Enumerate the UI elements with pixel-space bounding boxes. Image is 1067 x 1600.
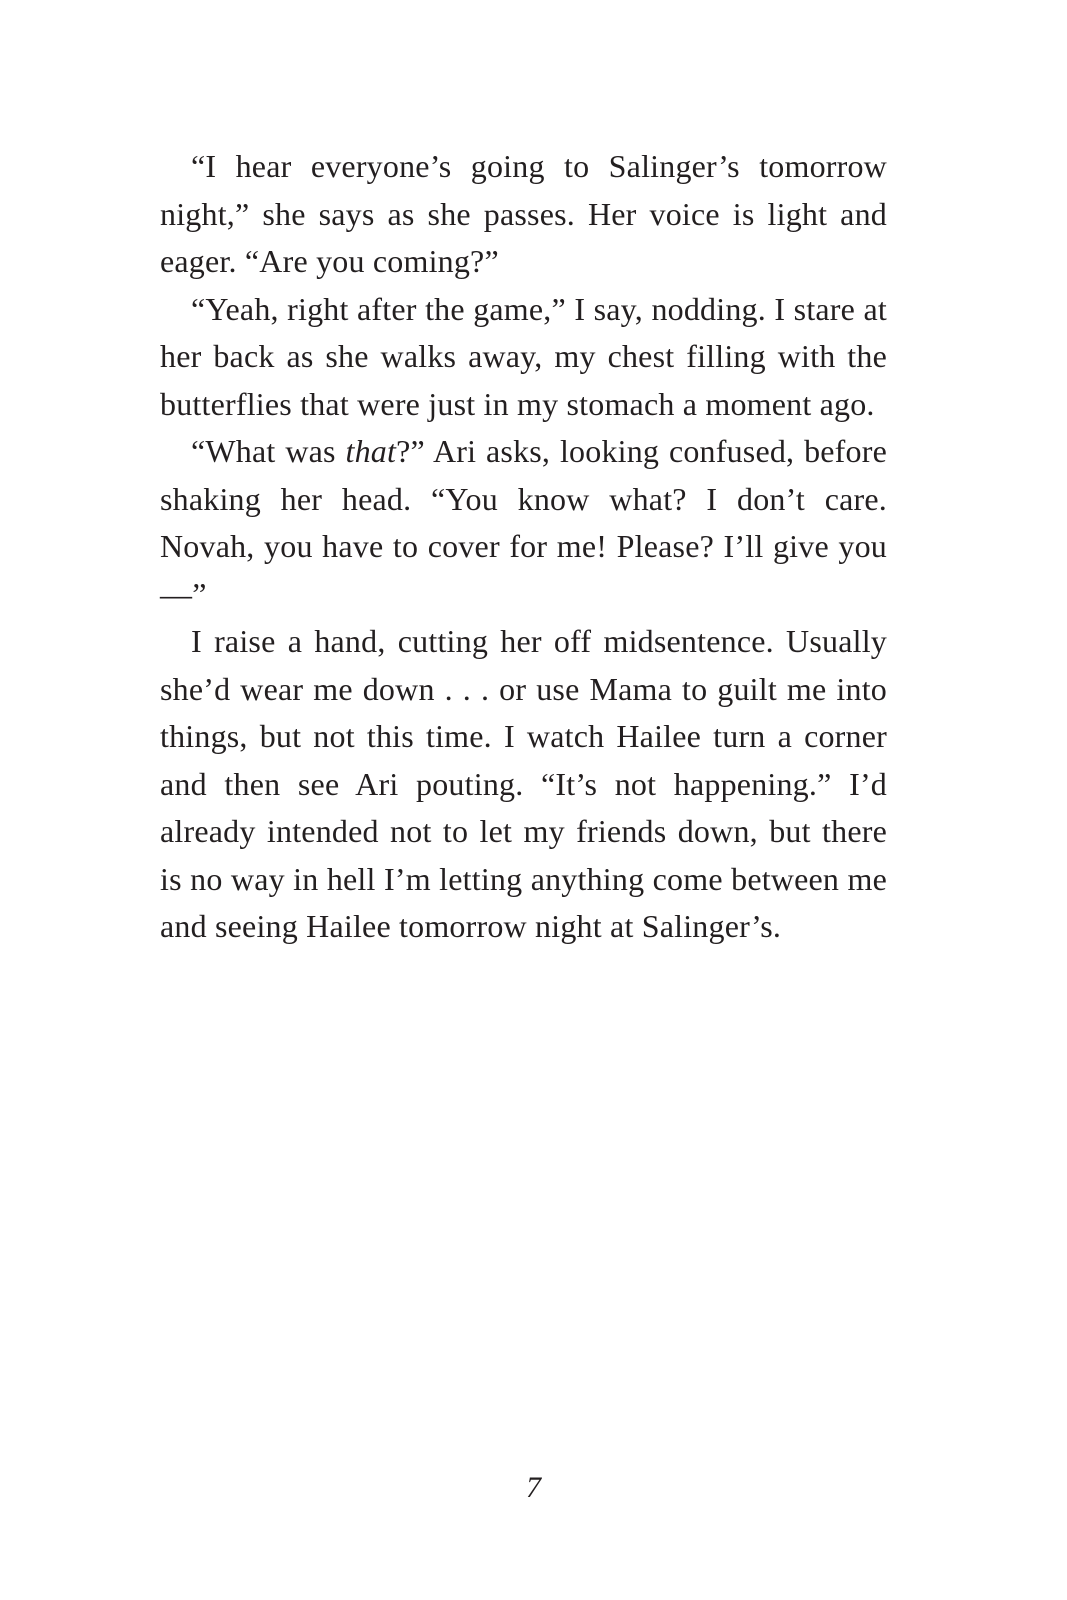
paragraph-1: “I hear everyone’s going to Salinger’s tomorrow night,” she says as she passes. Her voice is light and eager. “Are you coming?” [160, 148, 887, 279]
page-number: 7 [526, 1471, 541, 1504]
paragraph-4: I raise a hand, cutting her off midsentence. Usually she’d wear me down . . . or use Mama to guilt me into things, but not this time. I watch Hailee turn a corner and then see Ari pouting. “It’s not happening.” I’d already intended not to let my friends down, but there is no way in hell I’m letting anything come between me and seeing Hailee tomorrow night at Salinger’s. [160, 623, 887, 944]
body-text [160, 143, 887, 951]
paragraph-3-after: ?” Ari asks, looking confused, before shaking her head. “You know what? I don’t care. Novah, you have to cover for me! Please? I’ll give you—” [160, 433, 887, 612]
paragraph-3-italic: that [345, 433, 397, 469]
paragraph-2: “Yeah, right after the game,” I say, nodding. I stare at her back as she walks away, my chest filling with the butterflies that were just in my stomach a moment ago. [160, 290, 887, 422]
paragraph-3-before: “What was [191, 433, 346, 469]
paragraph-3 [160, 428, 887, 618]
